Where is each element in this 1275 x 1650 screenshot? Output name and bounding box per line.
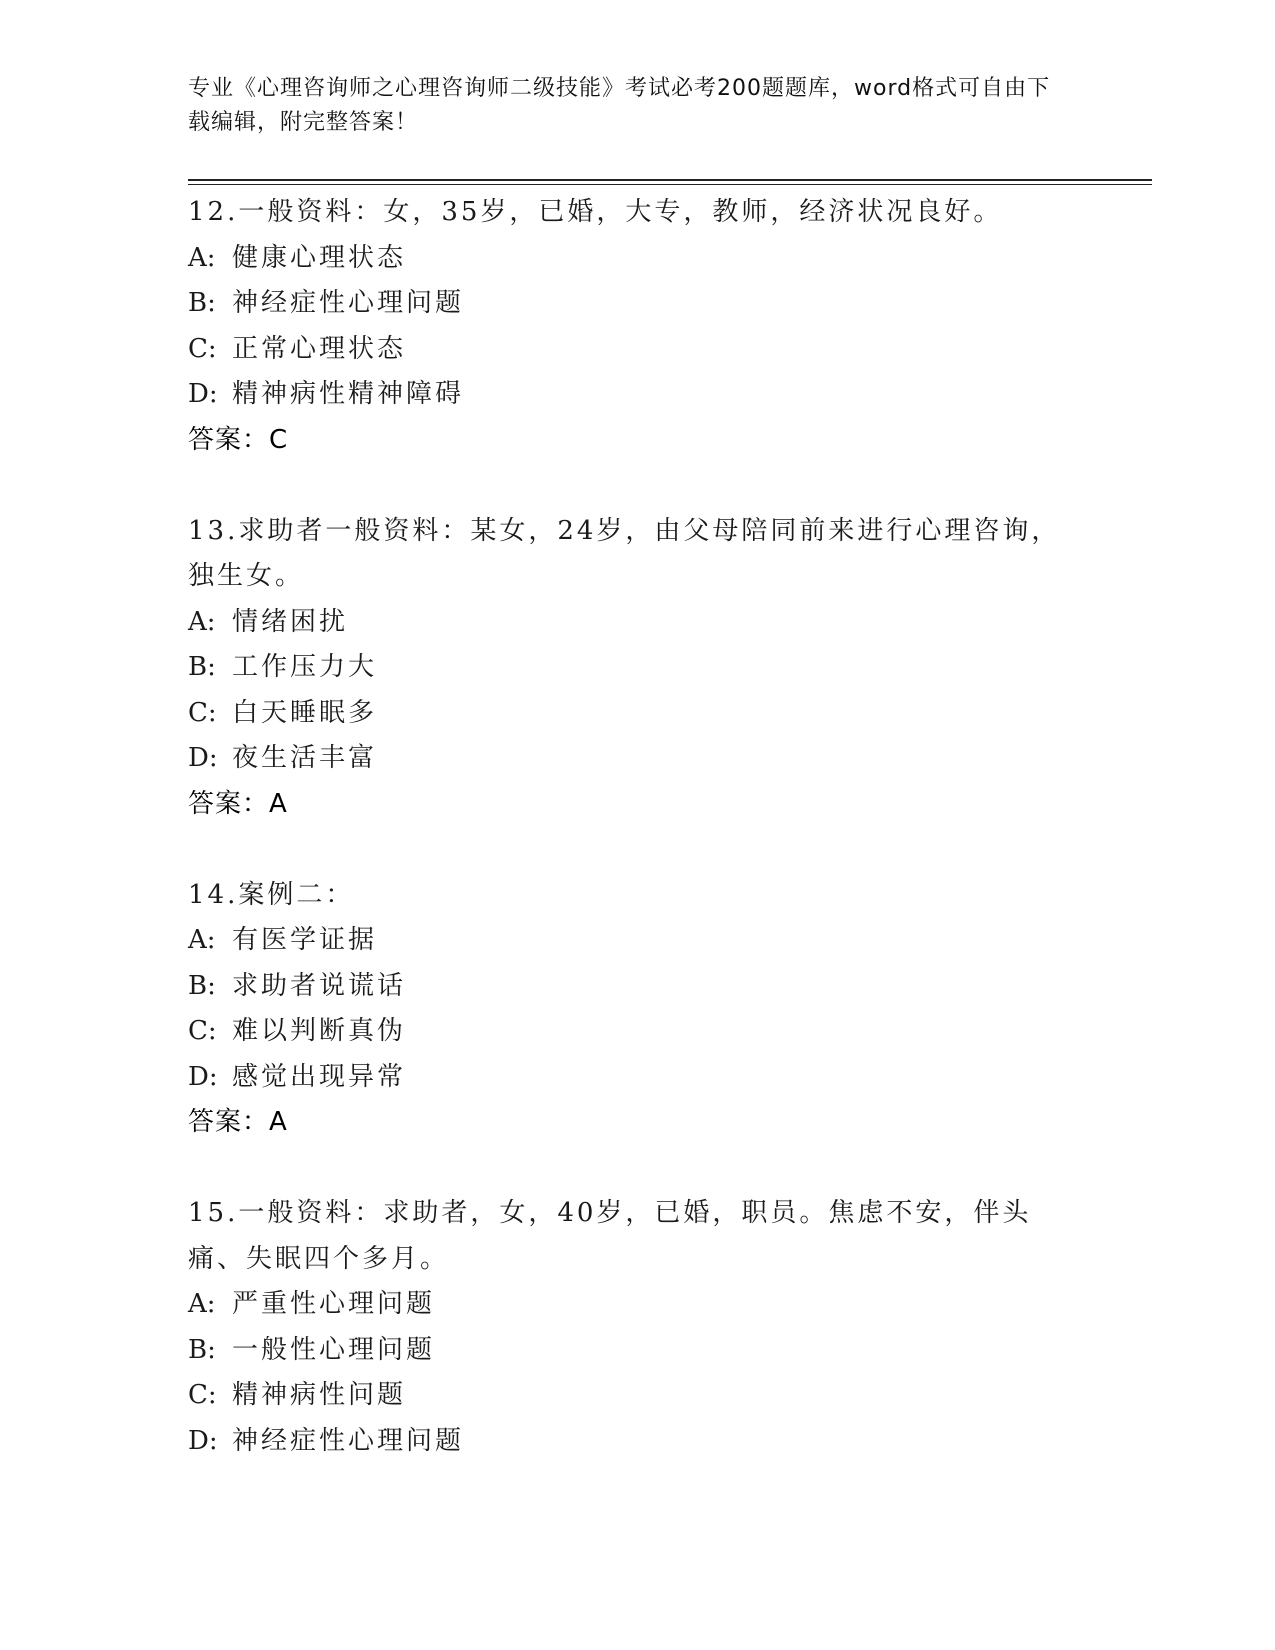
option-b [188, 281, 1088, 327]
option-key: C: [188, 333, 217, 364]
option-key: C: [188, 1380, 217, 1410]
answer-line: 答案：A [188, 788, 288, 819]
question-14 [188, 873, 1088, 1146]
option-key: B: [188, 1334, 216, 1365]
option-text: 有医学证据 [232, 925, 378, 955]
option-text: 一般性心理问题 [232, 1334, 436, 1365]
option-key: D: [188, 743, 218, 773]
option-d [188, 1419, 1088, 1465]
spacer [188, 827, 1088, 873]
answer-line: 答案：A [188, 1107, 288, 1137]
option-text: 正常心理状态 [232, 333, 407, 364]
option-key: D: [188, 379, 218, 409]
question-stem: 12.一般资料：女，35岁，已婚，大专，教师，经济状况良好。 [188, 197, 1003, 227]
option-text: 健康心理状态 [232, 242, 407, 273]
option-key: B: [188, 288, 216, 318]
option-d [188, 1055, 1088, 1101]
option-b [188, 645, 1088, 691]
option-c [188, 1373, 1088, 1419]
option-c [188, 1009, 1088, 1055]
option-key: C: [188, 1016, 217, 1046]
option-text: 求助者说谎话 [232, 970, 407, 1001]
option-b [188, 964, 1088, 1010]
question-12 [188, 190, 1088, 463]
option-text: 夜生活丰富 [232, 743, 378, 773]
option-b [188, 1328, 1088, 1374]
option-text: 感觉出现异常 [232, 1061, 407, 1092]
option-a [188, 236, 1088, 282]
option-key: A: [188, 1289, 216, 1319]
question-13 [188, 509, 1088, 828]
spacer [188, 463, 1088, 509]
question-list [188, 190, 1088, 1464]
option-text: 情绪困扰 [232, 606, 349, 637]
option-text: 神经症性心理问题 [232, 1425, 465, 1456]
question-stem: 14.案例二： [188, 879, 355, 910]
option-text: 严重性心理问题 [232, 1289, 436, 1319]
option-d [188, 372, 1088, 418]
option-key: C: [188, 697, 217, 728]
header-divider-thin [188, 184, 1152, 185]
option-key: B: [188, 652, 216, 682]
option-key: A: [188, 606, 216, 637]
option-c [188, 327, 1088, 373]
question-15 [188, 1191, 1088, 1464]
option-key: B: [188, 970, 216, 1001]
option-key: A: [188, 242, 216, 273]
option-c [188, 691, 1088, 737]
document-header: 专业《心理咨询师之心理咨询师二级技能》考试必考200题题库，word格式可自由下载编辑，附完整答案！ [188, 76, 1051, 135]
option-d [188, 736, 1088, 782]
option-key: D: [188, 1425, 218, 1456]
option-text: 工作压力大 [232, 652, 378, 682]
option-key: A: [188, 925, 216, 955]
option-key: D: [188, 1061, 218, 1092]
option-text: 精神病性精神障碍 [232, 379, 465, 409]
option-a [188, 600, 1088, 646]
header-divider-thick [188, 179, 1152, 181]
option-a [188, 1282, 1088, 1328]
question-stem: 13.求助者一般资料：某女，24岁，由父母陪同前来进行心理咨询，独生女。 [188, 515, 1061, 591]
option-text: 难以判断真伪 [232, 1016, 407, 1046]
option-a [188, 918, 1088, 964]
option-text: 精神病性问题 [232, 1380, 407, 1410]
answer-line: 答案：C [188, 424, 289, 455]
option-text: 白天睡眠多 [232, 697, 378, 728]
question-stem: 15.一般资料：求助者，女，40岁，已婚，职员。焦虑不安，伴头痛、失眠四个多月。 [188, 1198, 1032, 1274]
spacer [188, 1146, 1088, 1192]
option-text: 神经症性心理问题 [232, 288, 465, 318]
